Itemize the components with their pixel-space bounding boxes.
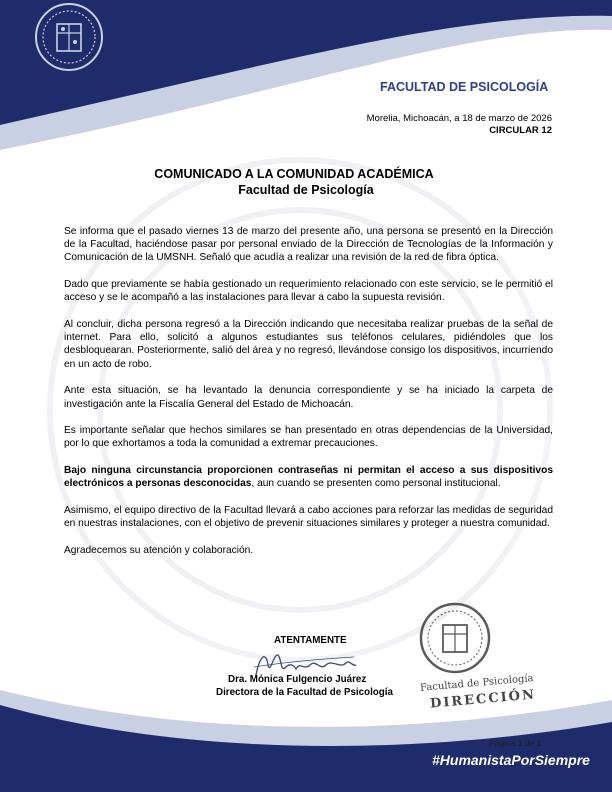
document-title — [0, 166, 612, 198]
paragraph-6 — [64, 464, 553, 490]
page-current: 1 — [517, 738, 523, 748]
title-line-1: COMUNICADO A LA COMUNIDAD ACADÉMICA — [154, 167, 434, 181]
title-line-2: Facultad de Psicología — [238, 183, 374, 197]
paragraph-8: Agradecemos su atención y colaboración. — [64, 544, 254, 556]
paragraph-1: Se informa que el pasado viernes 13 de marzo del presente año, una persona se presentó en la Dirección de la Facultad, haciéndose pasar por personal enviado de la Dirección de Tecnologías de la Información y Comunicación de la UMSNH. Señaló que acudía a realizar una revisión de la red de fibra óptica. — [64, 226, 553, 264]
signer-role: Directora de la Facultad de Psicología — [216, 687, 393, 698]
page-sep: de — [524, 738, 535, 748]
faculty-name: FACULTAD DE PSICOLOGÍA — [380, 80, 549, 94]
date-line: Morelia, Michoacán, a 18 de marzo de 2026 — [366, 113, 552, 124]
paragraph-2: Dado que previamente se había gestionado un requerimiento relacionado con este servicio, se le permitió el acceso y se le acompañó a las instalaciones para llevar a cabo la supuesta revisión. — [64, 279, 553, 304]
paragraph-3: Al concluir, dicha persona regresó a la Dirección indicando que necesitaba realizar pruebas de la señal de internet. Para ello, solicitó a algunos estudiantes sus teléfonos celulares, pidiéndoles que los desbloquearan. Posteriormente, salió del área y no regresó, llevándose consigo los dispositivos, incurriendo en un acto de robo. — [64, 319, 553, 370]
paragraph-6-rest: , aun cuando se presenten como personal institucional. — [251, 478, 501, 490]
footer-hashtag: #HumanistaPorSiempre — [432, 752, 590, 768]
closing-text: ATENTAMENTE — [274, 635, 347, 646]
paragraph-7: Asimismo, el equipo directivo de la Facultad llevará a cabo acciones para reforzar las medidas de seguridad en nuestras instalaciones, con el objetivo de prevenir situaciones similares y proteger a nuestra comunidad. — [64, 505, 553, 530]
paragraph-5: Es importante señalar que hechos similares se han presentado en otras dependencias de la Universidad, por lo que exhortamos a toda la comunidad a extremar precauciones. — [64, 425, 553, 450]
page-prefix: Página — [489, 738, 516, 748]
paragraph-4: Ante esta situación, se ha levantado la denuncia correspondiente y se ha iniciado la carpeta de investigación ante la Fiscalía General del Estado de Michoacán. — [64, 385, 553, 410]
stamp-line-2: DIRECCIÓN — [429, 687, 537, 712]
stamp-line-1: Facultad de Psicología — [419, 673, 534, 694]
signer-name: Dra. Mónica Fulgencio Juárez — [228, 674, 367, 685]
page-number — [489, 738, 542, 748]
paragraph-6-bold: Bajo ninguna circunstancia proporcionen contraseñas ni permitan el acceso a sus dispositivos electrónicos a personas desconocidas — [64, 465, 553, 490]
date-block — [367, 113, 552, 137]
page-total: 1 — [536, 738, 542, 748]
circular-number: CIRCULAR 12 — [489, 125, 552, 136]
document-body — [64, 225, 553, 571]
university-seal — [30, 2, 108, 72]
